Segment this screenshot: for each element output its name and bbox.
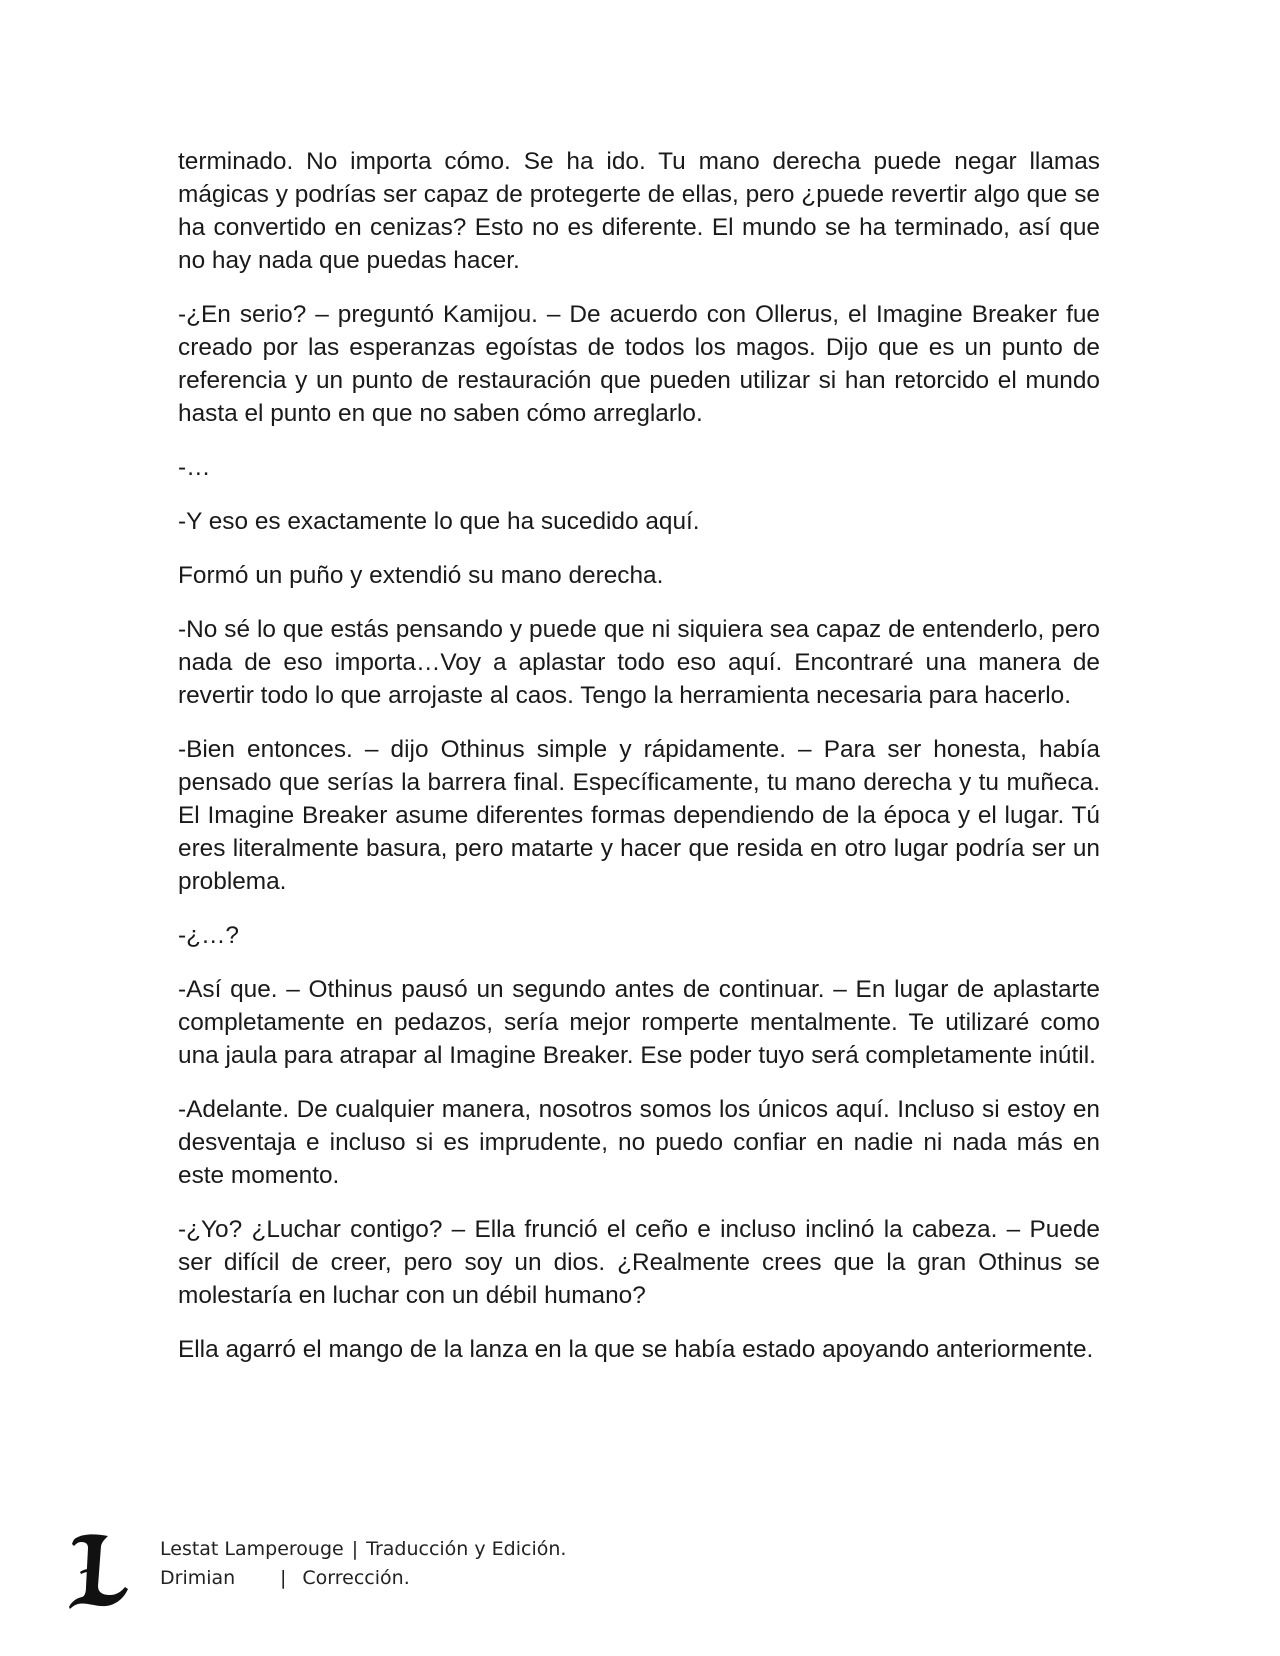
credit-role: Corrección. <box>302 1567 410 1589</box>
credit-separator: | <box>280 1567 287 1589</box>
paragraph: Formó un puño y extendió su mano derecha. <box>178 562 664 589</box>
paragraph: -Bien entonces. – dijo Othinus simple y rápidamente. – Para ser honesta, había pensado que serías la barrera final. Específicamente, tu mano derecha y tu muñeca. El Imagine Breaker asume diferentes formas dependiendo de la época y el lugar. Tú eres literalmente basura, pero matarte y hacer que resida en otro lugar podría ser un problema. <box>178 736 1100 895</box>
credit-separator: | <box>351 1538 359 1560</box>
gothic-letter-l-logo-icon <box>68 1532 130 1610</box>
credits <box>160 1535 566 1593</box>
credit-corrector <box>160 1564 566 1593</box>
paragraph: -… <box>178 454 211 481</box>
paragraph: -Adelante. De cualquier manera, nosotros somos los únicos aquí. Incluso si estoy en desventaja e incluso si es imprudente, no puedo confiar en nadie ni nada más en este momento. <box>178 1096 1100 1189</box>
document-body <box>178 145 1100 1387</box>
page-footer <box>68 1532 768 1632</box>
paragraph: -¿En serio? – preguntó Kamijou. – De acuerdo con Ollerus, el Imagine Breaker fue creado por las esperanzas egoístas de todos los magos. Dijo que es un punto de referencia y un punto de restauración que pueden utilizar si han retorcido el mundo hasta el punto en que no saben cómo arreglarlo. <box>178 301 1100 427</box>
credit-role: Traducción y Edición. <box>366 1538 567 1560</box>
paragraph: -¿…? <box>178 922 239 949</box>
paragraph: terminado. No importa cómo. Se ha ido. Tu mano derecha puede negar llamas mágicas y podrías ser capaz de protegerte de ellas, pero ¿puede revertir algo que se ha convertido en cenizas? Esto no es diferente. El mundo se ha terminado, así que no hay nada que puedas hacer. <box>178 148 1100 274</box>
paragraph: -Y eso es exactamente lo que ha sucedido aquí. <box>178 508 700 535</box>
paragraph: -No sé lo que estás pensando y puede que ni siquiera sea capaz de entenderlo, pero nada de eso importa…Voy a aplastar todo eso aquí. Encontraré una manera de revertir todo lo que arrojaste al caos. Tengo la herramienta necesaria para hacerlo. <box>178 616 1100 709</box>
paragraph: Ella agarró el mango de la lanza en la que se había estado apoyando anteriormente. <box>178 1336 1094 1363</box>
credit-name: Lestat Lamperouge <box>160 1538 344 1560</box>
credit-name: Drimian <box>160 1567 236 1589</box>
credit-translator <box>160 1535 566 1564</box>
paragraph: -¿Yo? ¿Luchar contigo? – Ella frunció el ceño e incluso inclinó la cabeza. – Puede ser difícil de creer, pero soy un dios. ¿Realmente crees que la gran Othinus se molestaría en luchar con un débil humano? <box>178 1216 1100 1309</box>
paragraph: -Así que. – Othinus pausó un segundo antes de continuar. – En lugar de aplastarte completamente en pedazos, sería mejor romperte mentalmente. Te utilizaré como una jaula para atrapar al Imagine Breaker. Ese poder tuyo será completamente inútil. <box>178 976 1100 1069</box>
